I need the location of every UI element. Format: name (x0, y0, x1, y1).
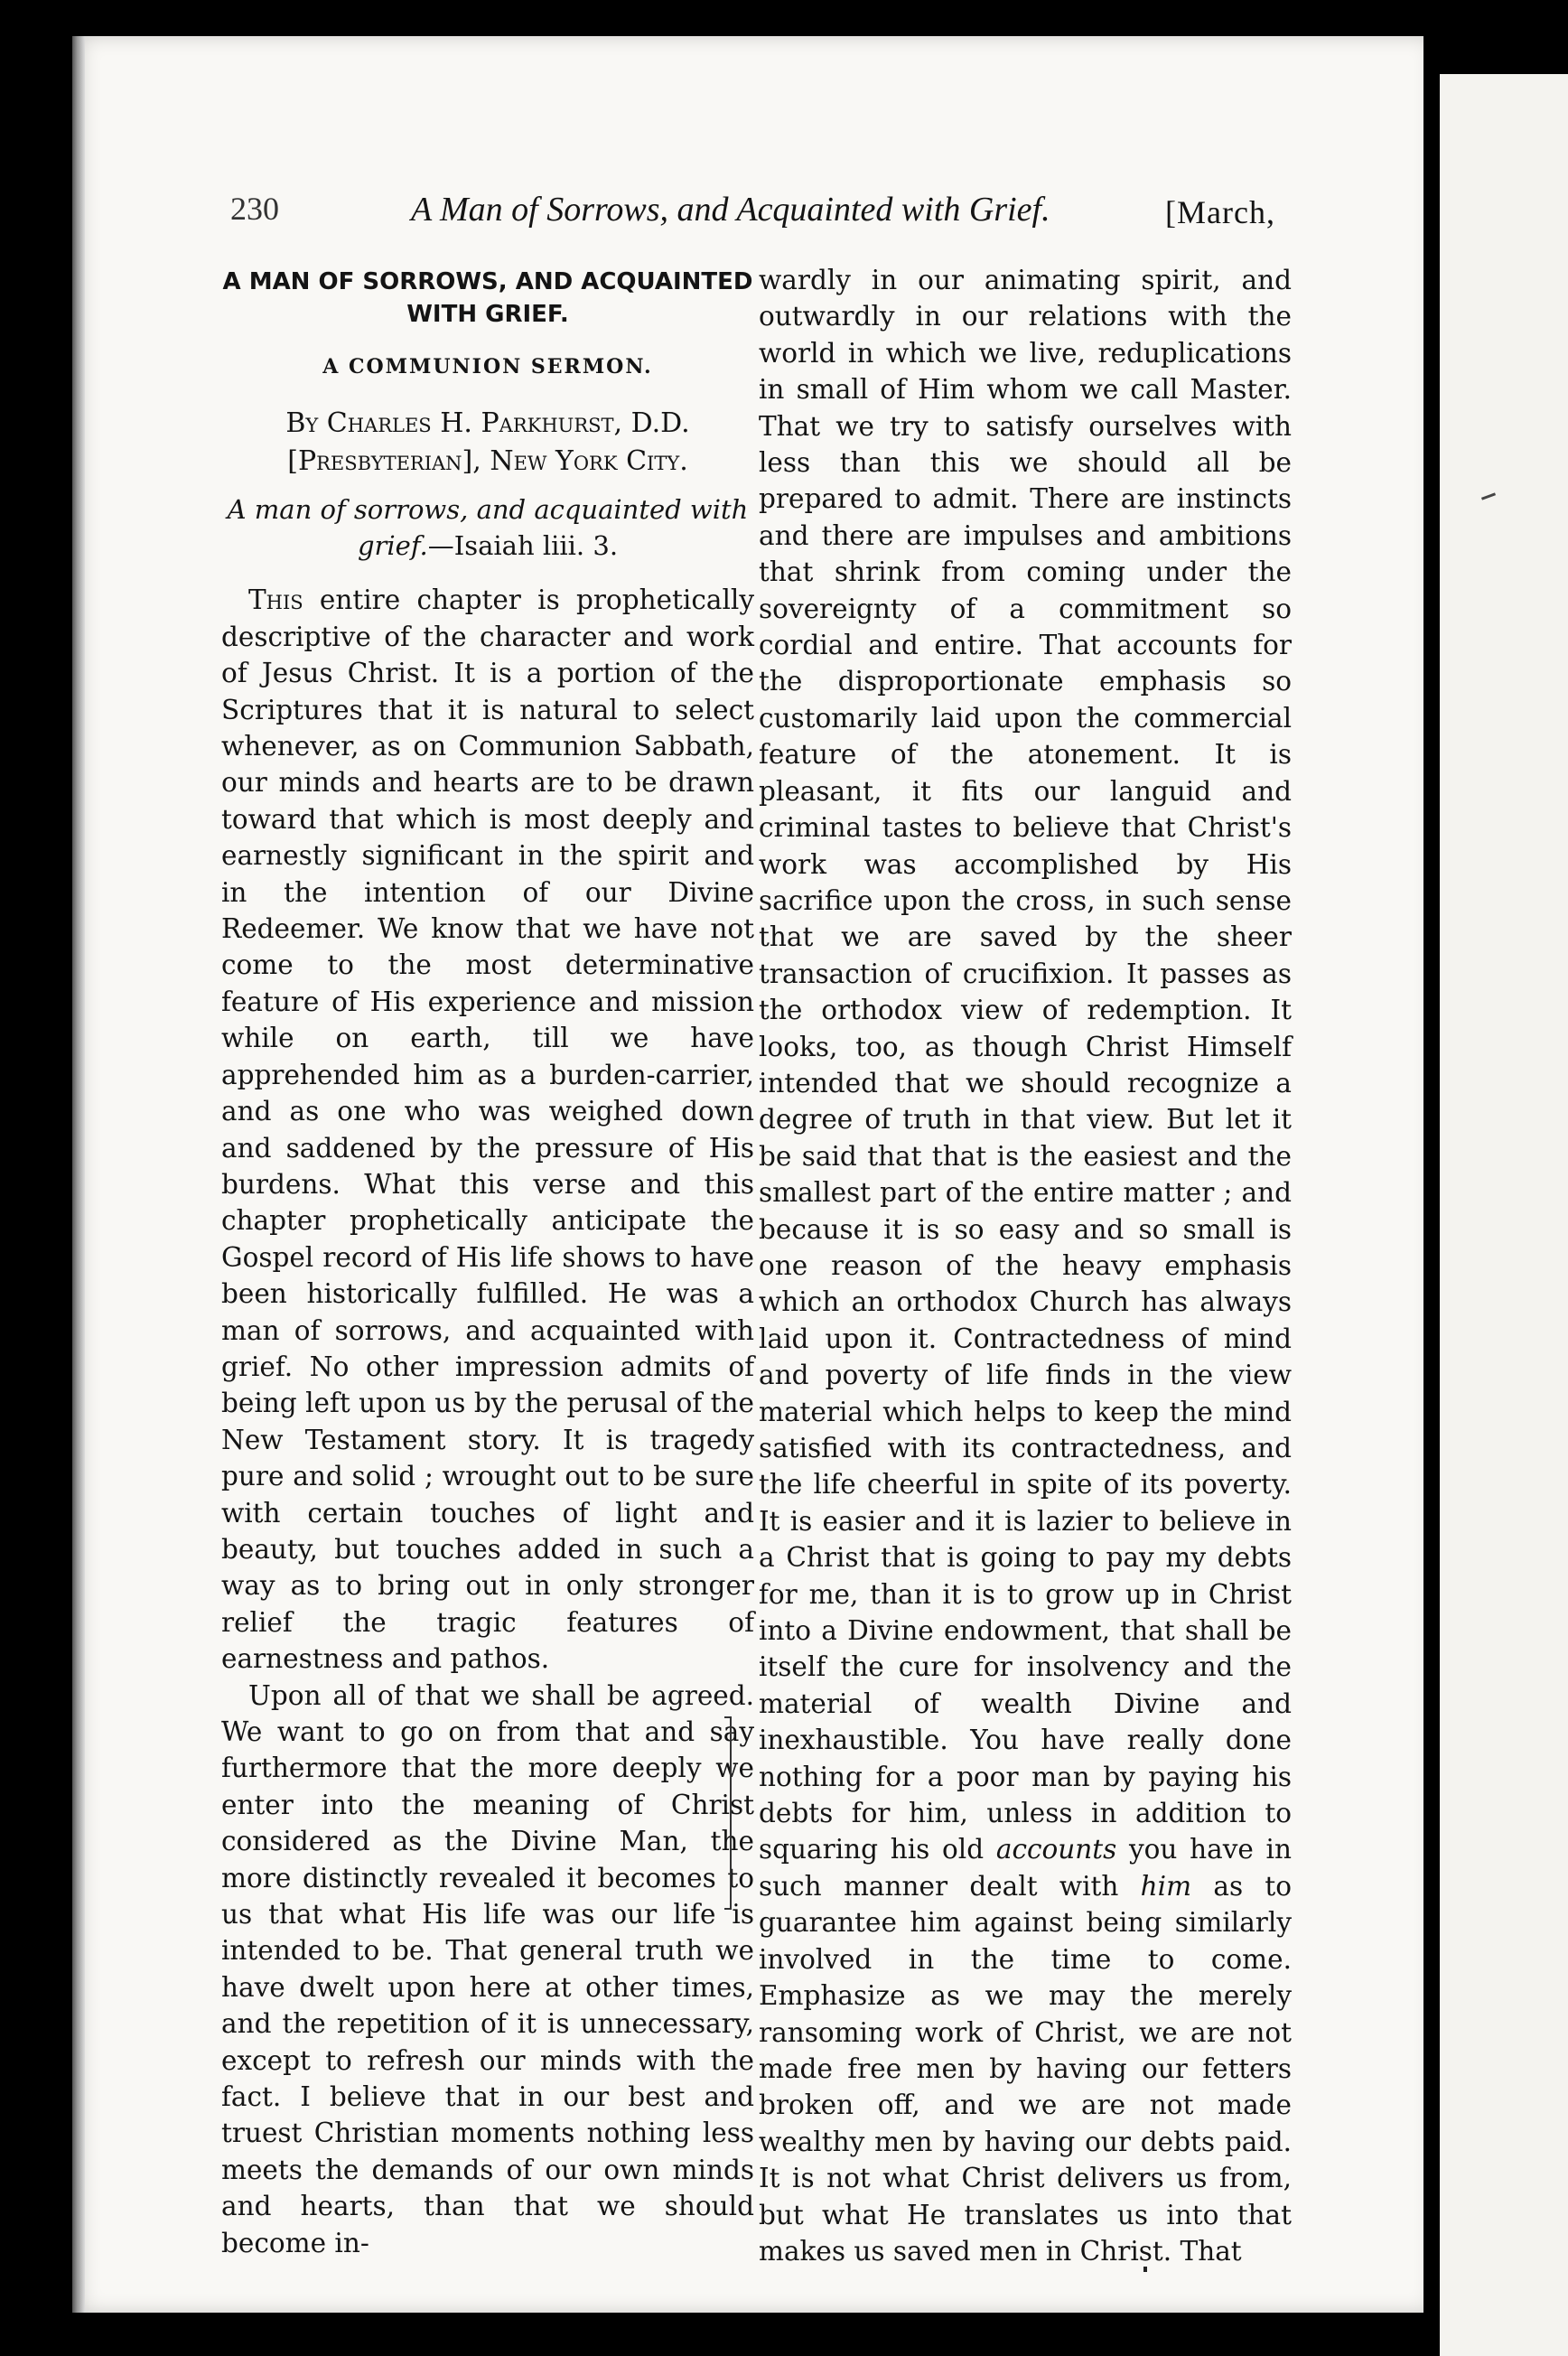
page-binding-shadow (72, 36, 85, 2313)
paragraph-2-continued (759, 262, 1292, 2269)
article-title-line-2: WITH GRIEF. (406, 301, 569, 328)
running-title: A Man of Sorrows, and Acquainted with Grief. (411, 191, 1050, 229)
running-header (230, 190, 1305, 244)
right-text-a: wardly in our animating spirit, and outwardly in our relations with the world in which we live, reduplications in small of Him whom we call Master. That we try to satisfy ourselves with less than this we should all be prepared to admit. There are instincts and there are impulses and ambitions that shrink from coming under the sovereignty of a commitment so cordial and entire. That accounts for the disproportionate emphasis so customarily laid upon the commercial feature of the atonement. It is pleasant, it fits our languid and criminal tastes to believe that Christ's work was accomplished by His sacrifice upon the cross, in such sense that we are saved by the sheer transaction of crucifixion. It passes as the orthodox view of redemption. It looks, too, as though Christ Himself intended that we should recognize a degree of truth in that view. But let it be said that that is the easiest and the smallest part of the entire matter ; and because it is so easy and so small is one reason of the heavy emphasis which an orthodox Church has always laid upon it. Contractedness of mind and poverty of life finds in the view material which helps to keep the mind satisfied with its contractedness, and the life cheerful in spite of its poverty. It is easier and it is lazier to believe in a Christ that is going to pay my debts for me, than it is to grow up in Christ into a Divine endowment, that shall be itself the cure for insolvency and the material of wealth Divine and inexhaustible. You have really done nothing for a poor man by paying his debts for him, unless in addition to squaring his old (759, 265, 1292, 1865)
byline-author: By Charles H. Parkhurst, D.D. (285, 407, 690, 440)
margin-bracket-mark (724, 1716, 732, 1910)
right-text-c: as to guarantee him against being similarly involved in the time to come. Emphasize as we may the merely ransoming work of Christ, we are not made free men by having our fetters broken off, and we are not made wealthy men by having our debts paid. It is not what Christ delivers us from, but what He translates us into that makes us saved men in Christ. That (759, 1870, 1292, 2267)
page-number: 230 (230, 191, 279, 227)
article-title (221, 266, 754, 331)
epigraph-reference: —Isaiah liii. 3. (427, 530, 619, 562)
right-text-b: you have in such manner dealt with (759, 1834, 1292, 1902)
article-subtitle: A COMMUNION SERMON. (322, 355, 653, 379)
byline-affiliation: [Presbyterian], New York City. (287, 445, 688, 478)
article-title-line-1: A MAN OF SORROWS, AND ACQUAINTED (222, 268, 753, 295)
paragraph-1-body: entire chapter is prophetically descriptive of the character and work of Jesus Christ. It is a portion of the Scriptures that it is natural to select whenever, as on Communion Sabbath, our minds and hearts are to be drawn toward that which is most deeply and earnestly significant in the spirit and in the intention of our Divine Redeemer. We know that we have not come to the most determinative feature of His experience and mission while on earth, till we have apprehended him as a burden-carrier, and as one who was weighed down and saddened by the pressure of His burdens. What this verse and this chapter prophetically anticipate the Gospel record of His life shows to have been historically fulfilled. He was a man of sorrows, and acquainted with grief. No other impression admits of being left upon us by the perusal of the New Testament story. It is tragedy pure and solid ; wrought out to be sure with certain touches of light and beauty, but touches added in such a way as to bring out in only stronger relief the tragic features of earnestness and pathos. (221, 584, 754, 1675)
paragraph-1-lead: This (248, 584, 303, 616)
paragraph-1 (221, 582, 754, 1677)
running-month: [March, (1165, 194, 1275, 230)
right-text-accounts: accounts (995, 1834, 1117, 1865)
left-column (221, 262, 754, 2261)
paragraph-2: Upon all of that we shall be agreed. We want to go on from that and say furthermore that the more deeply we enter into the meaning of Christ considered as the Divine Man, the more distinctly revealed it becomes to us that what His life was our life is intended to be. That general truth we have dwelt upon here at other times, and the repetition of it is unnecessary, except to refresh our minds with the fact. I believe that in our best and truest Christian moments nothing less meets the demands of our own minds and hearts, than that we should become in- (221, 1679, 754, 2258)
right-text-him: him (1140, 1870, 1192, 1902)
adjacent-page-edge (1440, 74, 1568, 2356)
right-column (759, 262, 1292, 2269)
epigraph-text: A man of sorrows, and acquainted with grief. (227, 494, 749, 562)
epigraph (221, 491, 754, 564)
byline (221, 405, 754, 481)
